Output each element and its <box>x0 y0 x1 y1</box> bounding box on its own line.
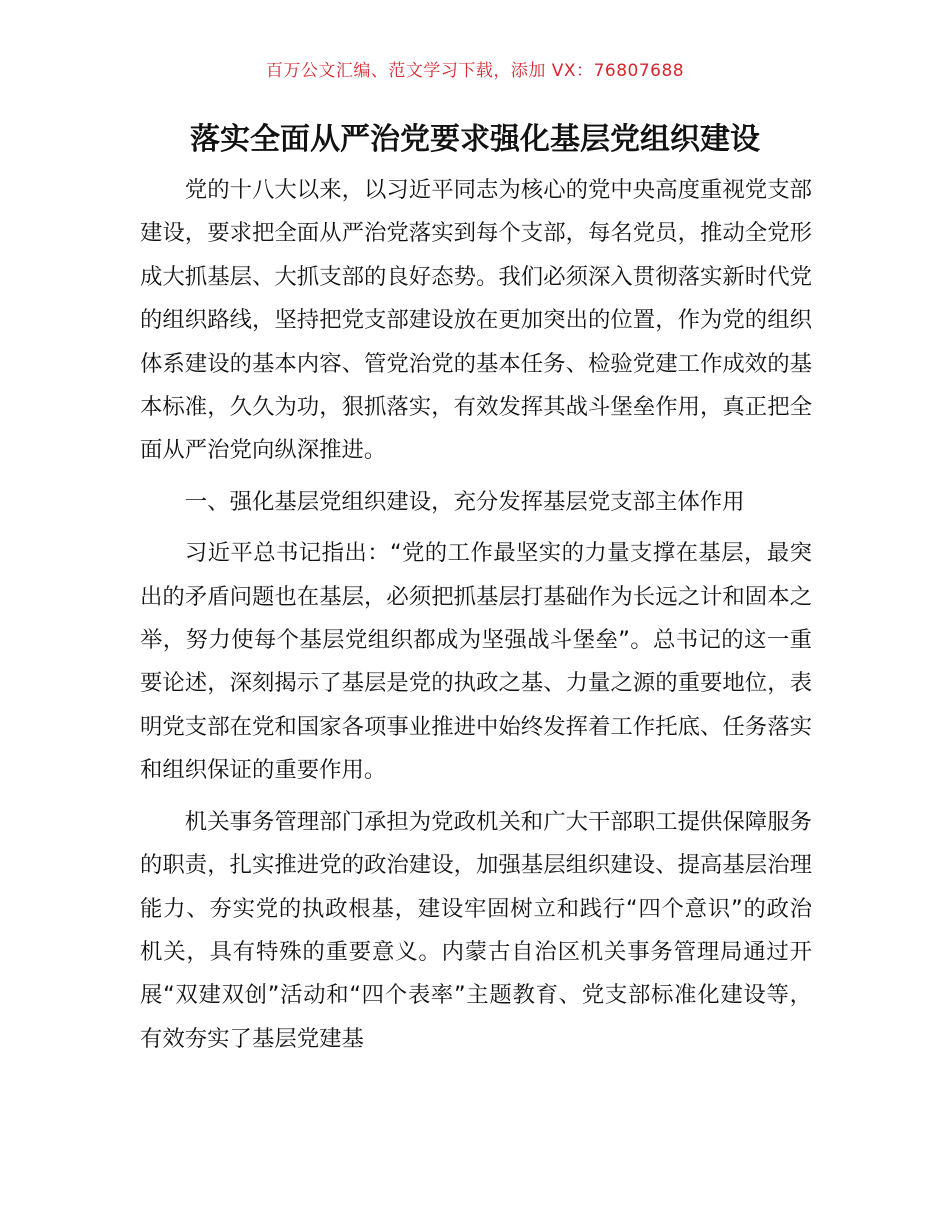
document-title: 落实全面从严治党要求强化基层党组织建设 <box>190 122 760 157</box>
document-body <box>140 169 812 1061</box>
promo-banner: 百万公文汇编、范文学习下载，添加 VX：76807688 <box>265 61 685 81</box>
section-heading-1: 一、强化基层党组织建设，充分发挥基层党支部主体作用 <box>184 488 745 515</box>
section-paragraph-1: 习近平总书记指出：“党的工作最坚实的力量支撑在基层，最突出的矛盾问题也在基层，必须把抓基层打基础作为长远之计和固本之举，努力使每个基层党组织都成为坚强战斗堡垒”。总书记的这一重要论述，深刻揭示了基层是党的执政之基、力量之源的重要地位，表明党支部在党和国家各项事业推进中始终发挥着工作托底、任务落实和组织保证的重要作用。 <box>140 540 812 784</box>
section-paragraph-2: 机关事务管理部门承担为党政机关和广大干部职工提供保障服务的职责，扎实推进党的政治建设，加强基层组织建设、提高基层治理能力、夯实党的执政根基，建设牢固树立和践行“四个意识”的政治机关，具有特殊的重要意义。内蒙古自治区机关事务管理局通过开展“双建双创”活动和“四个表率”主题教育、党支部标准化建设等，有效夯实了基层党建基 <box>140 808 812 1052</box>
intro-paragraph: 党的十八大以来，以习近平同志为核心的党中央高度重视党支部建设，要求把全面从严治党落实到每个支部，每名党员，推动全党形成大抓基层、大抓支部的良好态势。我们必须深入贯彻落实新时代党的组织路线，坚持把党支部建设放在更加突出的位置，作为党的组织体系建设的基本内容、管党治党的基本任务、检验党建工作成效的基本标准，久久为功，狠抓落实，有效发挥其战斗堡垒作用，真正把全面从严治党向纵深推进。 <box>140 177 812 464</box>
